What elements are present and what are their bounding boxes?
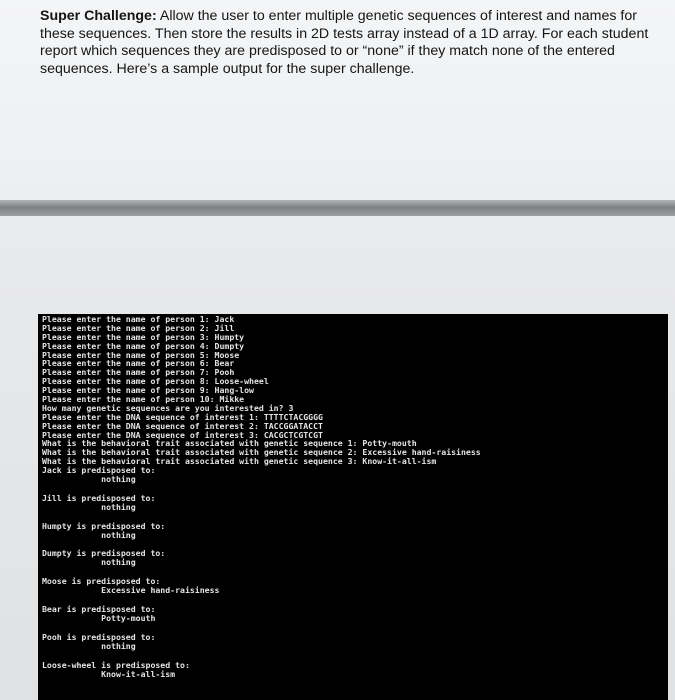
console-line: Please enter the name of person 7: Pooh <box>42 367 235 378</box>
console-line: What is the behavioral trait associated with genetic sequence 1: Potty-mouth <box>42 438 417 449</box>
console-line: nothing <box>42 474 136 485</box>
console-line: Please enter the name of person 8: Loose-wheel <box>42 376 269 387</box>
console-line: What is the behavioral trait associated with genetic sequence 3: Know-it-all-ism <box>42 456 437 467</box>
challenge-body: Allow the user to enter multiple genetic sequences of interest and names for these sequences. Then store the results in 2D tests array instead of a 1D array. For each student report which sequences they are predisposed to or “none” if they match none of the entered sequences. Here’s a sample output for the super challenge. <box>40 8 649 77</box>
console-line: Potty-mouth <box>42 612 156 623</box>
console-window <box>38 314 668 700</box>
console-line: What is the behavioral trait associated with genetic sequence 2: Excessive hand-raisiness <box>42 447 481 458</box>
page-divider <box>0 200 675 216</box>
console-line: Please enter the name of person 3: Humpty <box>42 331 245 342</box>
console-output <box>42 315 481 678</box>
console-line: nothing <box>42 501 136 512</box>
console-line: Bear is predisposed to: <box>42 604 156 615</box>
console-line: nothing <box>42 529 136 540</box>
console-line: How many genetic sequences are you interested in? 3 <box>42 402 294 413</box>
console-line: Dumpty is predisposed to: <box>42 548 166 559</box>
console-line: Please enter the DNA sequence of interest 1: TTTTCTACGGGG <box>42 411 323 422</box>
challenge-heading: Super Challenge: <box>40 8 157 24</box>
console-line: Moose is predisposed to: <box>42 576 161 587</box>
console-line: Know-it-all-ism <box>42 668 176 679</box>
console-line: Loose-wheel is predisposed to: <box>42 659 190 670</box>
console-line: Please enter the name of person 1: Jack <box>42 314 235 324</box>
console-line: nothing <box>42 640 136 651</box>
console-line: Excessive hand-raisiness <box>42 585 220 596</box>
console-line: Please enter the name of person 5: Moose <box>42 349 240 360</box>
console-line: Please enter the name of person 9: Hang-low <box>42 385 254 396</box>
console-line: Please enter the DNA sequence of interest 3: CACGCTCGTCGT <box>42 429 323 440</box>
console-line: Please enter the DNA sequence of interest 2: TACCGGATACCT <box>42 420 323 431</box>
super-challenge-text <box>40 8 670 78</box>
console-line: Jack is predisposed to: <box>42 465 156 476</box>
console-line: nothing <box>42 557 136 568</box>
instructions-paper <box>0 0 675 200</box>
console-line: Please enter the name of person 6: Bear <box>42 358 235 369</box>
console-line: Please enter the name of person 10: Mikke <box>42 394 245 405</box>
console-line: Jill is predisposed to: <box>42 492 156 503</box>
console-line: Please enter the name of person 2: Jill <box>42 322 235 333</box>
console-line: Please enter the name of person 4: Dumpty <box>42 340 245 351</box>
console-line: Pooh is predisposed to: <box>42 631 156 642</box>
console-line: Humpty is predisposed to: <box>42 520 166 531</box>
